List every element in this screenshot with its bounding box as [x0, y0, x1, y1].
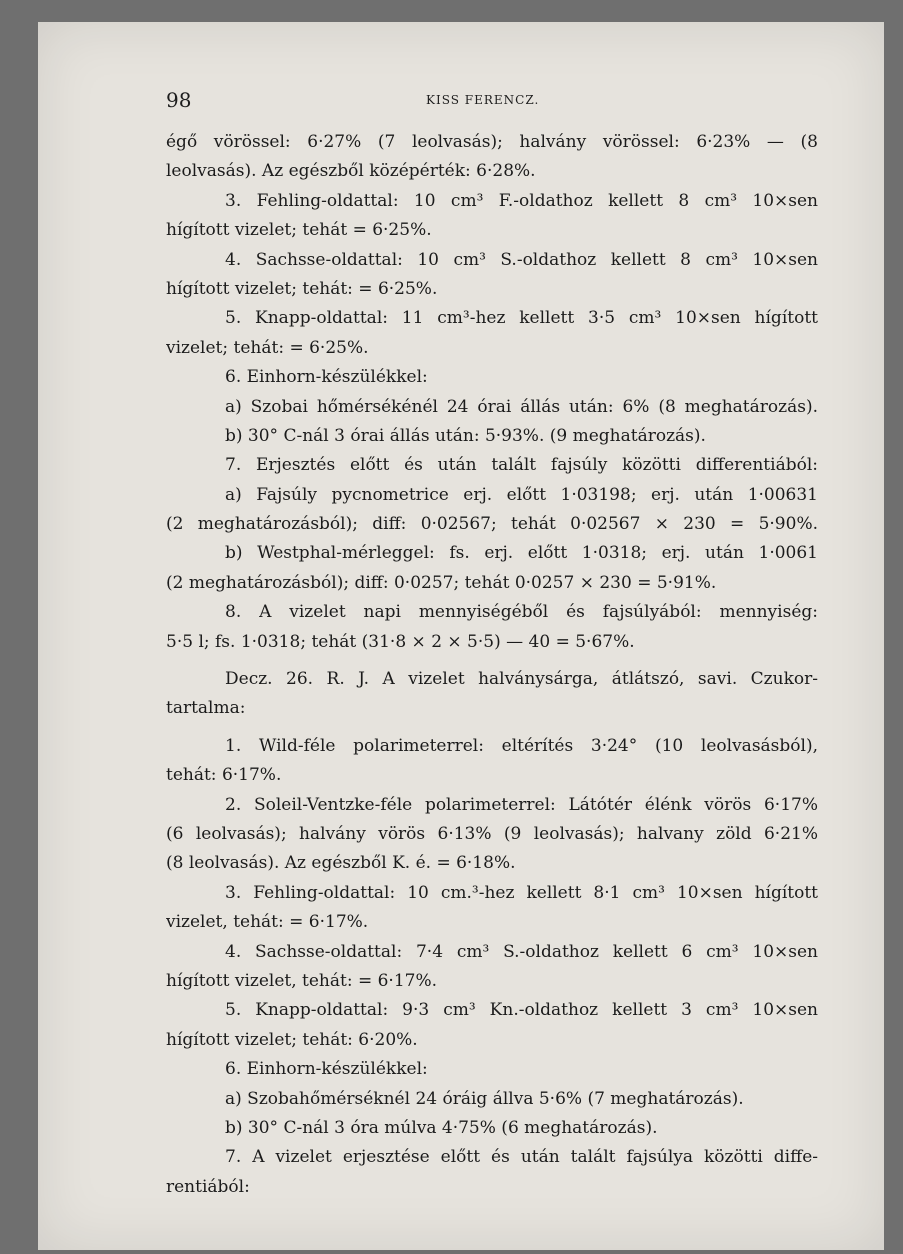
text-line: 3. Fehling-oldattal: 10 cm³ F.-oldathoz kellett 8 cm³ 10×sen — [225, 190, 818, 211]
text-line: 3. Fehling-oldattal: 10 cm.³-hez kellett 8·1 cm³ 10×sen hígított — [225, 882, 818, 903]
text-line: b) 30° C-nál 3 órai állás után: 5·93%. (9 meghatározás). — [225, 425, 706, 446]
text-line: tehát: 6·17%. — [166, 765, 282, 786]
page-number: 98 — [166, 88, 192, 112]
text-line: (8 leolvasás). Az egészből K. é. = 6·18%. — [166, 853, 516, 874]
text-line: 7. Erjesztés előtt és után talált fajsúly közötti differentiából: — [225, 455, 818, 476]
text-line: tartalma: — [166, 698, 246, 719]
text-line: b) 30° C-nál 3 óra múlva 4·75% (6 meghatározás). — [225, 1117, 658, 1138]
text-line: 8. A vizelet napi mennyiségéből és fajsúlyából: mennyiség: — [225, 602, 818, 623]
text-line: b) Westphal-mérleggel: fs. erj. előtt 1·0318; erj. után 1·0061 — [225, 543, 818, 564]
body-text — [166, 128, 818, 1202]
text-line: 6. Einhorn-készülékkel: — [225, 367, 428, 388]
text-line: hígított vizelet; tehát: = 6·25%. — [166, 278, 438, 299]
text-line: 5. Knapp-oldattal: 9·3 cm³ Kn.-oldathoz kellett 3 cm³ 10×sen — [225, 1000, 818, 1021]
text-line: a) Szobahőmérséknél 24 óráig állva 5·6% (7 meghatározás). — [225, 1088, 744, 1109]
text-line: vizelet; tehát: = 6·25%. — [166, 337, 369, 358]
text-line: (2 meghatározásból); diff: 0·02567; tehát 0·02567 × 230 = 5·90%. — [166, 514, 818, 535]
text-line: rentiából: — [166, 1176, 250, 1197]
text-line: 1. Wild-féle polarimeterrel: eltérítés 3·24° (10 leolvasásból), — [225, 735, 818, 756]
text-line: 6. Einhorn-készülékkel: — [225, 1059, 428, 1080]
text-line: 5. Knapp-oldattal: 11 cm³-hez kellett 3·5 cm³ 10×sen hígított — [225, 308, 818, 329]
text-line: 5·5 l; fs. 1·0318; tehát (31·8 × 2 × 5·5) — 40 = 5·67%. — [166, 631, 635, 652]
text-line: 2. Soleil-Ventzke-féle polarimeterrel: Látótér élénk vörös 6·17% — [225, 794, 818, 815]
text-line: a) Fajsúly pycnometrice erj. előtt 1·03198; erj. után 1·00631 — [225, 484, 818, 505]
text-line: égő vörössel: 6·27% (7 leolvasás); halvány vörössel: 6·23% — (8 — [166, 132, 818, 152]
text-line: hígított vizelet; tehát = 6·25%. — [166, 220, 432, 241]
text-line: 4. Sachsse-oldattal: 10 cm³ S.-oldathoz kellett 8 cm³ 10×sen — [225, 249, 818, 270]
text-line: Decz. 26. R. J. A vizelet halványsárga, átlátszó, savi. Czukor- — [225, 669, 818, 690]
text-line: hígított vizelet, tehát: = 6·17%. — [166, 970, 438, 991]
running-head: KISS FERENCZ. — [426, 93, 540, 107]
text-line: 7. A vizelet erjesztése előtt és után talált fajsúlya közötti diffe- — [225, 1147, 818, 1168]
text-line: vizelet, tehát: = 6·17%. — [166, 912, 369, 933]
text-line: leolvasás). Az egészből középérték: 6·28%. — [166, 161, 536, 182]
page-header — [166, 88, 816, 112]
text-line: (2 meghatározásból); diff: 0·0257; tehát 0·0257 × 230 = 5·91%. — [166, 572, 717, 593]
text-line: (6 leolvasás); halvány vörös 6·13% (9 leolvasás); halvany zöld 6·21% — [166, 823, 818, 844]
text-line: a) Szobai hőmérsékénél 24 órai állás után: 6% (8 meghatározás). — [225, 396, 818, 417]
text-line: hígított vizelet; tehát: 6·20%. — [166, 1029, 418, 1050]
text-line: 4. Sachsse-oldattal: 7·4 cm³ S.-oldathoz kellett 6 cm³ 10×sen — [225, 941, 818, 962]
